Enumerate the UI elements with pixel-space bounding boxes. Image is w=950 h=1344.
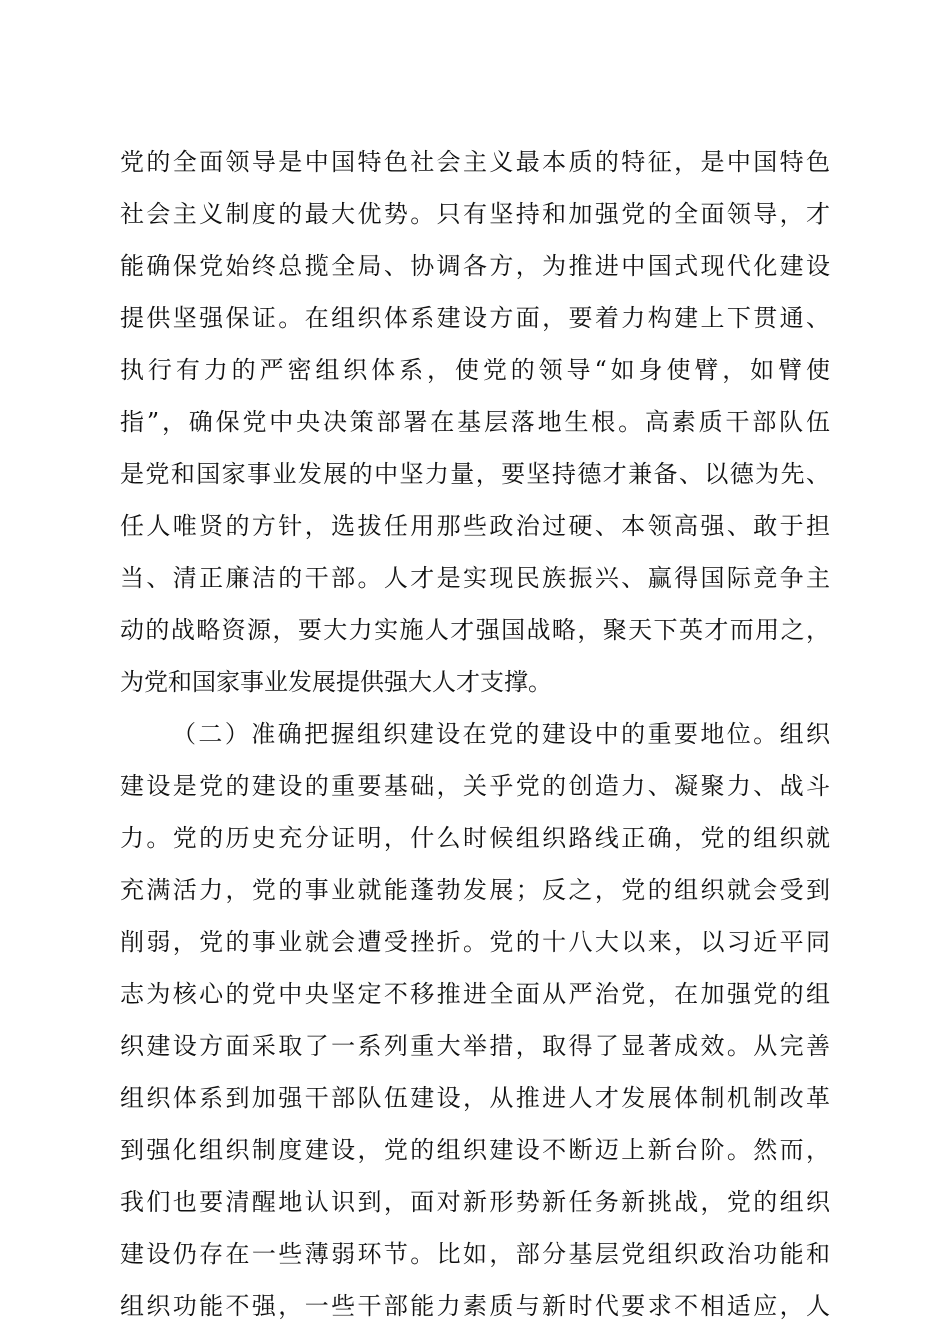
text-line: 志为核心的党中央坚定不移推进全面从严治党，在加强党的组 <box>120 980 830 1008</box>
text-line: 党的全面领导是中国特色社会主义最本质的特征，是中国特色 <box>120 148 830 176</box>
text-line: 社会主义制度的最大优势。只有坚持和加强党的全面领导，才 <box>120 200 830 228</box>
text-line: 削弱，党的事业就会遭受挫折。党的十八大以来，以习近平同 <box>120 928 830 956</box>
text-line: 当、清正廉洁的干部。人才是实现民族振兴、赢得国际竞争主 <box>120 564 830 592</box>
text-line: 任人唯贤的方针，选拔任用那些政治过硬、本领高强、敢于担 <box>120 512 830 540</box>
text-line: 动的战略资源，要大力实施人才强国战略，聚天下英才而用之， <box>120 616 830 644</box>
text-line: 织建设方面采取了一系列重大举措，取得了显著成效。从完善 <box>120 1032 830 1060</box>
text-line: 组织功能不强，一些干部能力素质与新时代要求不相适应，人 <box>120 1292 830 1320</box>
text-line: 指”，确保党中央决策部署在基层落地生根。高素质干部队伍 <box>120 408 830 436</box>
text-line: 建设是党的建设的重要基础，关乎党的创造力、凝聚力、战斗 <box>120 772 830 800</box>
text-line: 建设仍存在一些薄弱环节。比如，部分基层党组织政治功能和 <box>120 1240 830 1268</box>
text-line: 是党和国家事业发展的中坚力量，要坚持德才兼备、以德为先、 <box>120 460 830 488</box>
text-line: 组织体系到加强干部队伍建设，从推进人才发展体制机制改革 <box>120 1084 830 1112</box>
text-line: 到强化组织制度建设，党的组织建设不断迈上新台阶。然而， <box>120 1136 830 1164</box>
text-line: 为党和国家事业发展提供强大人才支撑。 <box>120 668 552 696</box>
body-text <box>120 136 830 1332</box>
text-line: 能确保党始终总揽全局、协调各方，为推进中国式现代化建设 <box>120 252 830 280</box>
text-line: 充满活力，党的事业就能蓬勃发展；反之，党的组织就会受到 <box>120 876 830 904</box>
text-line: 力。党的历史充分证明，什么时候组织路线正确，党的组织就 <box>120 824 830 852</box>
text-line: 我们也要清醒地认识到，面对新形势新任务新挑战，党的组织 <box>120 1188 830 1216</box>
text-line: 提供坚强保证。在组织体系建设方面，要着力构建上下贯通、 <box>120 304 830 332</box>
section-heading-line: （二）准确把握组织建设在党的建设中的重要地位。组织 <box>172 720 830 748</box>
text-line: 执行有力的严密组织体系，使党的领导“如身使臂，如臂使 <box>120 356 830 384</box>
